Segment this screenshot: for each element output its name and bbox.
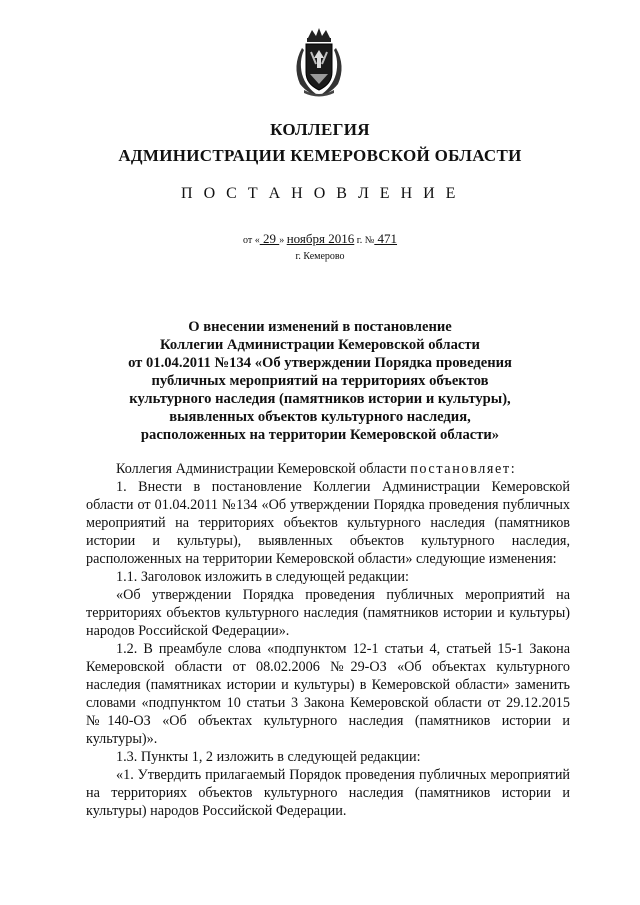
date-day: 29: [259, 231, 280, 246]
title-line: выявленных объектов культурного наследия,: [169, 409, 471, 425]
paragraph-1-2: 1.2. В преамбуле слова «подпунктом 12-1 статьи 4, статьей 15-1 Закона Кемеровской области от 08.02.2006 №29-ОЗ «Об объектах культурного наследия (памятниках истории и культуры) в Кемеровской области» заменить словами «подпунктом 10 статьи 3 Закона Кемеровской области от 29.12.2015 №140-ОЗ «Об объектах культурного наследия (памятников истории и культуры)».: [86, 641, 570, 747]
document-title: [70, 318, 570, 444]
date-month-year: ноября 2016: [286, 231, 355, 246]
title-line: расположенных на территории Кемеровской области»: [140, 427, 500, 443]
intro-paragraph: [86, 460, 570, 478]
city-label: г. Кемерово: [295, 251, 345, 262]
intro-text: Коллегия Администрации Кемеровской области: [116, 461, 407, 477]
coat-of-arms-emblem: [290, 28, 348, 98]
title-line: от 01.04.2011 №134 «Об утверждении Порядка проведения: [128, 355, 512, 371]
paragraph-1-3: 1.3. Пункты 1, 2 изложить в следующей редакции:: [116, 749, 421, 765]
date-prefix: от «: [242, 235, 260, 246]
organization-name-line1: КОЛЛЕГИЯ: [270, 120, 370, 139]
title-line: публичных мероприятий на территориях объектов: [151, 373, 489, 389]
date-suffix: г. №: [354, 235, 375, 246]
title-line: Коллегии Администрации Кемеровской области: [160, 337, 480, 353]
paragraph-1: 1. Внести в постановление Коллегии Администрации Кемеровской области от 01.04.2011 №134 «Об утверждении Порядка проведения публичных мероприятий на территориях объектов культурного наследия (памятников истории и культуры), выявленных объектов культурного наследия, расположенных на территории Кемеровской области» следующие изменения:: [86, 479, 570, 567]
document-body: [86, 460, 570, 820]
paragraph-1-1-text: «Об утверждении Порядка проведения публичных мероприятий на территориях объектов культурного наследия (памятников истории и культуры) народов Российской Федерации».: [86, 587, 570, 639]
title-line: культурного наследия (памятников истории и культуры),: [129, 391, 511, 407]
document-type: П О С Т А Н О В Л Е Н И Е: [181, 185, 459, 202]
document-number: 471: [374, 231, 398, 246]
date-number-line: [0, 231, 640, 247]
paragraph-1-3-text: «1. Утвердить прилагаемый Порядок проведения публичных мероприятий на территориях объектов культурного наследия (памятников истории и культуры) народов Российской Федерации.: [86, 767, 570, 819]
paragraph-1-1: 1.1. Заголовок изложить в следующей редакции:: [116, 569, 409, 585]
title-line: О внесении изменений в постановление: [188, 319, 452, 335]
intro-resolves: постановляет:: [410, 461, 517, 477]
organization-name-line2: АДМИНИСТРАЦИИ КЕМЕРОВСКОЙ ОБЛАСТИ: [118, 146, 522, 165]
date-mid: »: [279, 235, 287, 246]
